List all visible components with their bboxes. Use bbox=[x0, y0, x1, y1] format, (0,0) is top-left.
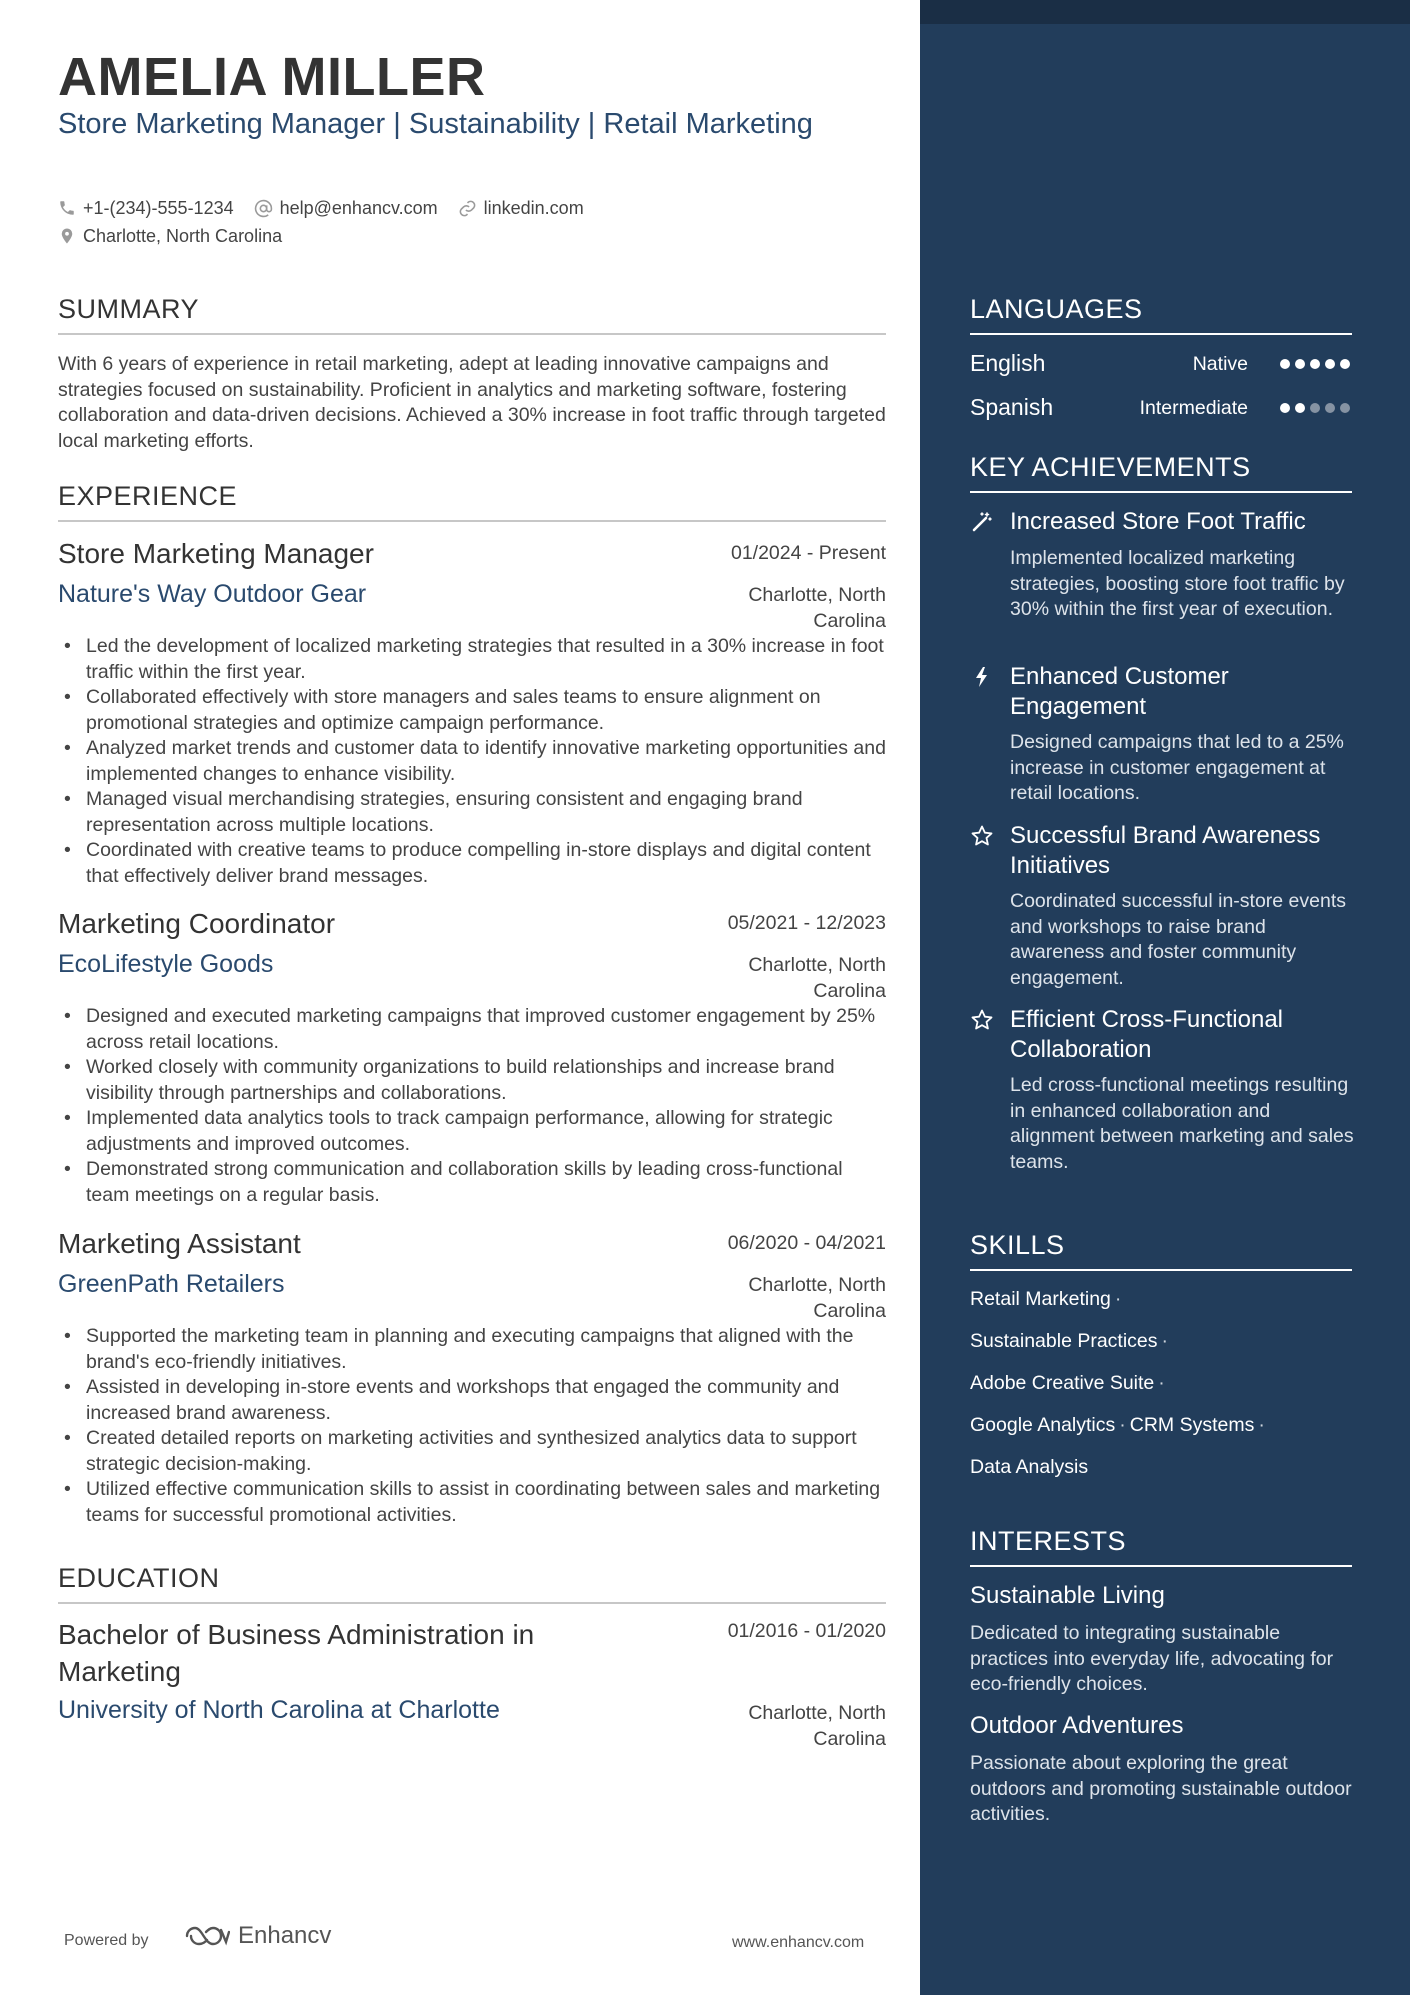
achievement-desc: Designed campaigns that led to a 25% increase in customer engagement at retail locations. bbox=[1010, 731, 1344, 804]
skill-separator: · bbox=[1258, 1414, 1265, 1436]
interest-title: Outdoor Adventures bbox=[970, 1712, 1184, 1739]
summary-heading: SUMMARY bbox=[58, 294, 886, 335]
enhancv-logo[interactable] bbox=[184, 1922, 331, 1950]
job-bullet: • Collaborated effectively with store managers and sales teams to ensure alignment on promotional strategies and optimize campaign performance. bbox=[58, 685, 886, 736]
degree-title: Bachelor of Business Administration in Marketing bbox=[58, 1619, 535, 1687]
skill-item: CRM Systems bbox=[1129, 1414, 1255, 1436]
phone-text: +1-(234)-555-1234 bbox=[83, 197, 234, 218]
skill-item: Data Analysis bbox=[970, 1456, 1089, 1478]
language-name: English bbox=[970, 350, 1046, 376]
linkedin-contact[interactable] bbox=[458, 198, 584, 219]
achievement-title: Efficient Cross-Functional Collaboration bbox=[1010, 1006, 1283, 1063]
job-bullet: • Implemented data analytics tools to track campaign performance, allowing for strategic adjustments and improved outcomes. bbox=[58, 1106, 886, 1157]
job-bullet: • Worked closely with community organizations to build relationships and increase brand visibility through partnerships and collaborations. bbox=[58, 1055, 886, 1106]
lightning-icon bbox=[970, 665, 994, 689]
job-bullet: • Supported the marketing team in planning and executing campaigns that aligned with the brand's eco-friendly initiatives. bbox=[58, 1324, 886, 1375]
location-pin-icon bbox=[58, 227, 76, 245]
rating-dot bbox=[1295, 403, 1305, 413]
phone-icon bbox=[58, 199, 76, 217]
skill-line bbox=[970, 1456, 1088, 1479]
job-date: 01/2024 - Present bbox=[730, 542, 886, 564]
enhancv-brand-text: Enhancv bbox=[238, 1922, 332, 1949]
rating-dot bbox=[1280, 359, 1290, 369]
sidebar-top-bar bbox=[920, 0, 1410, 24]
skill-item: Google Analytics bbox=[970, 1414, 1116, 1436]
rating-dot bbox=[1310, 403, 1320, 413]
language-level: Native bbox=[1192, 353, 1248, 375]
job-title: Store Marketing Manager bbox=[58, 538, 374, 569]
language-name: Spanish bbox=[970, 394, 1054, 420]
education-date: 01/2016 - 01/2020 bbox=[727, 1620, 886, 1642]
language-row bbox=[970, 350, 1352, 380]
education-heading: EDUCATION bbox=[58, 1563, 886, 1604]
interest-desc: Passionate about exploring the great outdoors and promoting sustainable outdoor activities. bbox=[970, 1752, 1352, 1825]
star-icon bbox=[970, 824, 994, 848]
skill-item: Adobe Creative Suite bbox=[970, 1372, 1155, 1394]
job-location: Charlotte, North Carolina bbox=[748, 584, 886, 632]
skill-item: Sustainable Practices bbox=[970, 1330, 1158, 1352]
languages-heading: LANGUAGES bbox=[970, 294, 1352, 335]
skills-heading: SKILLS bbox=[970, 1230, 1352, 1271]
interest-desc: Dedicated to integrating sustainable practices into everyday life, advocating for eco-friendly choices. bbox=[970, 1622, 1334, 1695]
achievements-heading: KEY ACHIEVEMENTS bbox=[970, 452, 1352, 493]
skill-separator: · bbox=[1158, 1372, 1165, 1394]
at-icon bbox=[254, 199, 273, 218]
candidate-title: Store Marketing Manager | Sustainability | Retail Marketing bbox=[58, 108, 813, 140]
email-contact[interactable] bbox=[254, 198, 438, 219]
job-bullet: • Led the development of localized marketing strategies that resulted in a 30% increase in foot traffic within the first year. bbox=[58, 634, 886, 685]
rating-dot bbox=[1325, 403, 1335, 413]
rating-dot bbox=[1325, 359, 1335, 369]
job-bullet: • Coordinated with creative teams to produce compelling in-store displays and digital content that effectively deliver brand messages. bbox=[58, 838, 886, 889]
skill-separator: · bbox=[1114, 1288, 1122, 1310]
link-icon bbox=[458, 199, 477, 218]
job-company: Nature's Way Outdoor Gear bbox=[58, 580, 367, 608]
language-level: Intermediate bbox=[1139, 397, 1248, 419]
candidate-name: AMELIA MILLER bbox=[58, 47, 486, 107]
skill-item: Retail Marketing bbox=[970, 1288, 1111, 1310]
rating-dot bbox=[1310, 359, 1320, 369]
skill-line bbox=[970, 1288, 1125, 1311]
school-name: University of North Carolina at Charlotte bbox=[58, 1696, 500, 1724]
job-company: GreenPath Retailers bbox=[58, 1270, 285, 1298]
achievement-desc: Coordinated successful in-store events and workshops to raise brand awareness and foster community engagement. bbox=[1010, 890, 1347, 989]
skill-line bbox=[970, 1372, 1169, 1395]
enhancv-logo-icon bbox=[184, 1924, 230, 1948]
job-bullets bbox=[58, 634, 886, 889]
experience-heading: EXPERIENCE bbox=[58, 481, 886, 522]
language-row bbox=[970, 394, 1352, 424]
skill-line bbox=[970, 1330, 1172, 1353]
job-location: Charlotte, North Carolina bbox=[748, 954, 886, 1002]
job-bullet: • Utilized effective communication skills to assist in coordinating between sales and marketing teams for successful promotional activities. bbox=[58, 1477, 886, 1528]
rating-dot bbox=[1280, 403, 1290, 413]
job-bullets bbox=[58, 1004, 886, 1208]
rating-dot bbox=[1340, 403, 1350, 413]
summary-text: With 6 years of experience in retail marketing, adept at leading innovative campaigns and strategies focused on sustainability. Proficient in analytics and marketing software, fostering collaboration and data-driven decisions. Achieved a 30% increase in foot traffic through targeted local marketing efforts. bbox=[58, 353, 886, 452]
footer-url[interactable]: www.enhancv.com bbox=[732, 1934, 865, 1951]
job-date: 06/2020 - 04/2021 bbox=[727, 1232, 886, 1254]
job-bullet: • Created detailed reports on marketing activities and synthesized analytics data to support strategic decision-making. bbox=[58, 1426, 886, 1477]
achievement-title: Increased Store Foot Traffic bbox=[1010, 508, 1306, 535]
job-bullet: • Designed and executed marketing campaigns that improved customer engagement by 25% across retail locations. bbox=[58, 1004, 886, 1055]
linkedin-text[interactable]: linkedin.com bbox=[483, 197, 584, 218]
job-location: Charlotte, North Carolina bbox=[748, 1274, 886, 1322]
job-bullet: • Demonstrated strong communication and collaboration skills by leading cross-functional team meetings on a regular basis. bbox=[58, 1157, 886, 1208]
phone-contact bbox=[58, 198, 234, 219]
sidebar bbox=[920, 0, 1410, 1995]
location-text: Charlotte, North Carolina bbox=[83, 225, 283, 246]
email-text[interactable]: help@enhancv.com bbox=[279, 197, 438, 218]
star-icon bbox=[970, 1008, 994, 1032]
interests-heading: INTERESTS bbox=[970, 1526, 1352, 1567]
contact-info bbox=[58, 194, 878, 250]
job-company: EcoLifestyle Goods bbox=[58, 950, 274, 978]
education-location: Charlotte, North Carolina bbox=[748, 1702, 886, 1750]
job-bullet: • Managed visual merchandising strategies, ensuring consistent and engaging brand representation across multiple locations. bbox=[58, 787, 886, 838]
interest-title: Sustainable Living bbox=[970, 1582, 1165, 1609]
achievement-desc: Led cross-functional meetings resulting in enhanced collaboration and alignment between marketing and sales teams. bbox=[1010, 1074, 1354, 1173]
achievement-title: Enhanced Customer Engagement bbox=[1010, 663, 1229, 720]
job-date: 05/2021 - 12/2023 bbox=[727, 912, 886, 934]
language-rating bbox=[1275, 403, 1350, 413]
job-bullet: • Analyzed market trends and customer data to identify innovative marketing opportunities and implemented changes to enhance visibility. bbox=[58, 736, 886, 787]
powered-by-label: Powered by bbox=[64, 1932, 149, 1949]
skill-separator: · bbox=[1119, 1414, 1126, 1436]
job-title: Marketing Coordinator bbox=[58, 908, 336, 939]
achievement-desc: Implemented localized marketing strategies, boosting store foot traffic by 30% within the first year of execution. bbox=[1010, 547, 1345, 620]
rating-dot bbox=[1295, 359, 1305, 369]
location-contact bbox=[58, 226, 282, 247]
skill-line bbox=[970, 1414, 1269, 1437]
job-bullet: • Assisted in developing in-store events and workshops that engaged the community and increased brand awareness. bbox=[58, 1375, 886, 1426]
rating-dot bbox=[1340, 359, 1350, 369]
job-bullets bbox=[58, 1324, 886, 1528]
job-title: Marketing Assistant bbox=[58, 1228, 301, 1259]
language-rating bbox=[1275, 359, 1350, 369]
skill-separator: · bbox=[1161, 1330, 1169, 1352]
magic-wand-icon bbox=[970, 510, 994, 534]
achievement-title: Successful Brand Awareness Initiatives bbox=[1010, 822, 1321, 879]
